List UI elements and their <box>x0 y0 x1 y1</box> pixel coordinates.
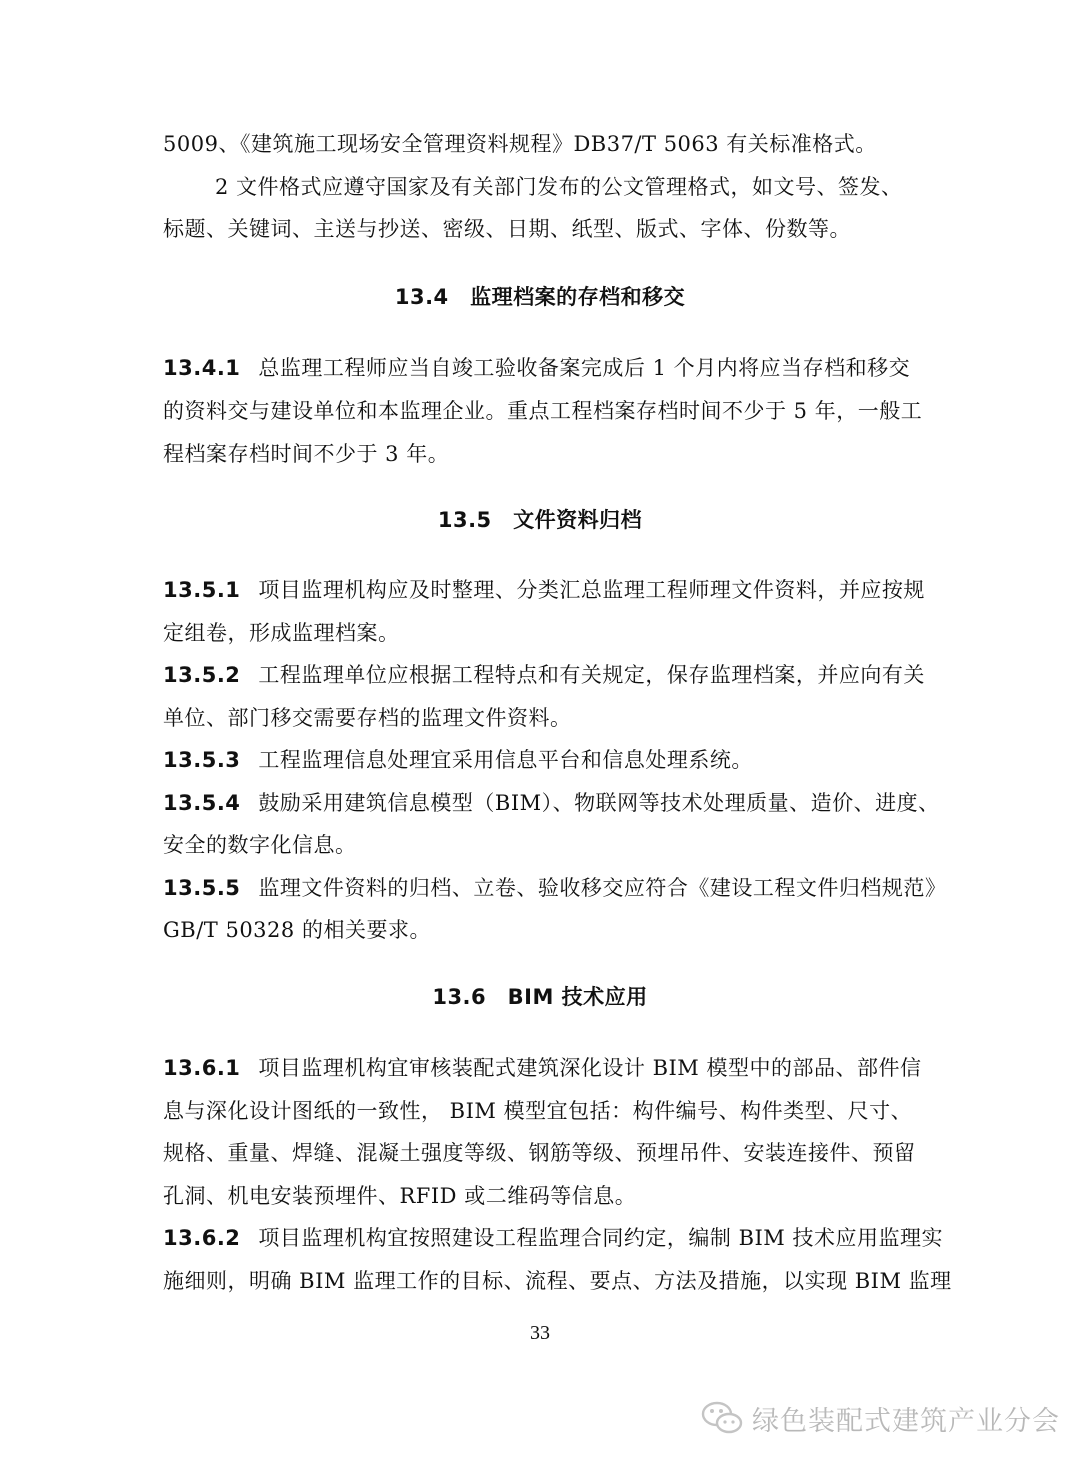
paragraph-line: 2 文件格式应遵守国家及有关部门发布的公文管理格式，如文号、签发、 <box>215 175 903 199</box>
paragraph-line: 孔洞、机电安装预埋件、RFID 或二维码等信息。 <box>163 1184 637 1208</box>
clause-number: 13.5.4 <box>163 791 241 815</box>
watermark <box>700 1396 1060 1440</box>
section-heading-13-4: 13.4 监理档案的存档和移交 <box>394 285 686 309</box>
paragraph-line: 程档案存档时间不少于 3 年。 <box>163 442 450 466</box>
clause-text: 项目监理机构宜审核装配式建筑深化设计 BIM 模型中的部品、部件信 <box>258 1056 922 1080</box>
wechat-icon <box>700 1398 744 1438</box>
clause-13-5-5 <box>163 874 947 902</box>
clause-13-5-2 <box>163 661 923 689</box>
clause-13-5-4 <box>163 789 940 817</box>
clause-text: 工程监理信息处理宜采用信息平台和信息处理系统。 <box>258 748 753 772</box>
paragraph-line: 单位、部门移交需要存档的监理文件资料。 <box>163 706 572 730</box>
watermark-text: 绿色装配式建筑产业分会 <box>752 1405 1060 1437</box>
paragraph-line: GB/T 50328 的相关要求。 <box>163 918 431 942</box>
paragraph-line: 5009、《建筑施工现场安全管理资料规程》DB37/T 5063 有关标准格式。 <box>163 132 877 156</box>
clause-13-5-3 <box>163 746 923 774</box>
clause-number: 13.5.5 <box>163 876 241 900</box>
clause-13-5-1 <box>163 576 923 604</box>
paragraph-line: 标题、关键词、主送与抄送、密级、日期、纸型、版式、字体、份数等。 <box>163 217 851 241</box>
clause-number: 13.5.3 <box>163 748 241 772</box>
clause-number: 13.5.2 <box>163 663 241 687</box>
clause-number: 13.4.1 <box>163 356 241 380</box>
paragraph-line: 息与深化设计图纸的一致性， BIM 模型宜包括：构件编号、构件类型、尺寸、 <box>163 1099 913 1123</box>
clause-text: 监理文件资料的归档、立卷、验收移交应符合《建设工程文件归档规范》 <box>258 876 947 900</box>
clause-13-4-1 <box>163 354 923 382</box>
section-heading-13-5: 13.5 文件资料归档 <box>437 508 643 532</box>
paragraph-line: 的资料交与建设单位和本监理企业。重点工程档案存档时间不少于 5 年，一般工 <box>163 399 923 423</box>
clause-text: 鼓励采用建筑信息模型（BIM）、物联网等技术处理质量、造价、进度、 <box>258 791 940 815</box>
paragraph-line: 定组卷，形成监理档案。 <box>163 621 400 645</box>
clause-number: 13.5.1 <box>163 578 241 602</box>
section-heading-13-6: 13.6 BIM 技术应用 <box>432 985 648 1009</box>
paragraph-line: 安全的数字化信息。 <box>163 833 357 857</box>
clause-number: 13.6.2 <box>163 1226 241 1250</box>
clause-13-6-2 <box>163 1224 943 1252</box>
clause-text: 项目监理机构应及时整理、分类汇总监理工程师理文件资料，并应按规 <box>258 578 925 602</box>
page-number: 33 <box>530 1322 550 1344</box>
clause-number: 13.6.1 <box>163 1056 241 1080</box>
clause-text: 工程监理单位应根据工程特点和有关规定，保存监理档案，并应向有关 <box>258 663 925 687</box>
clause-13-6-1 <box>163 1054 923 1082</box>
clause-text: 总监理工程师应当自竣工验收备案完成后 1 个月内将应当存档和移交 <box>258 356 911 380</box>
paragraph-line: 施细则，明确 BIM 监理工作的目标、流程、要点、方法及措施，以实现 BIM 监理 <box>163 1269 952 1293</box>
paragraph-line: 规格、重量、焊缝、混凝土强度等级、钢筋等级、预埋吊件、安装连接件、预留 <box>163 1141 916 1165</box>
clause-text: 项目监理机构宜按照建设工程监理合同约定，编制 BIM 技术应用监理实 <box>258 1226 943 1250</box>
